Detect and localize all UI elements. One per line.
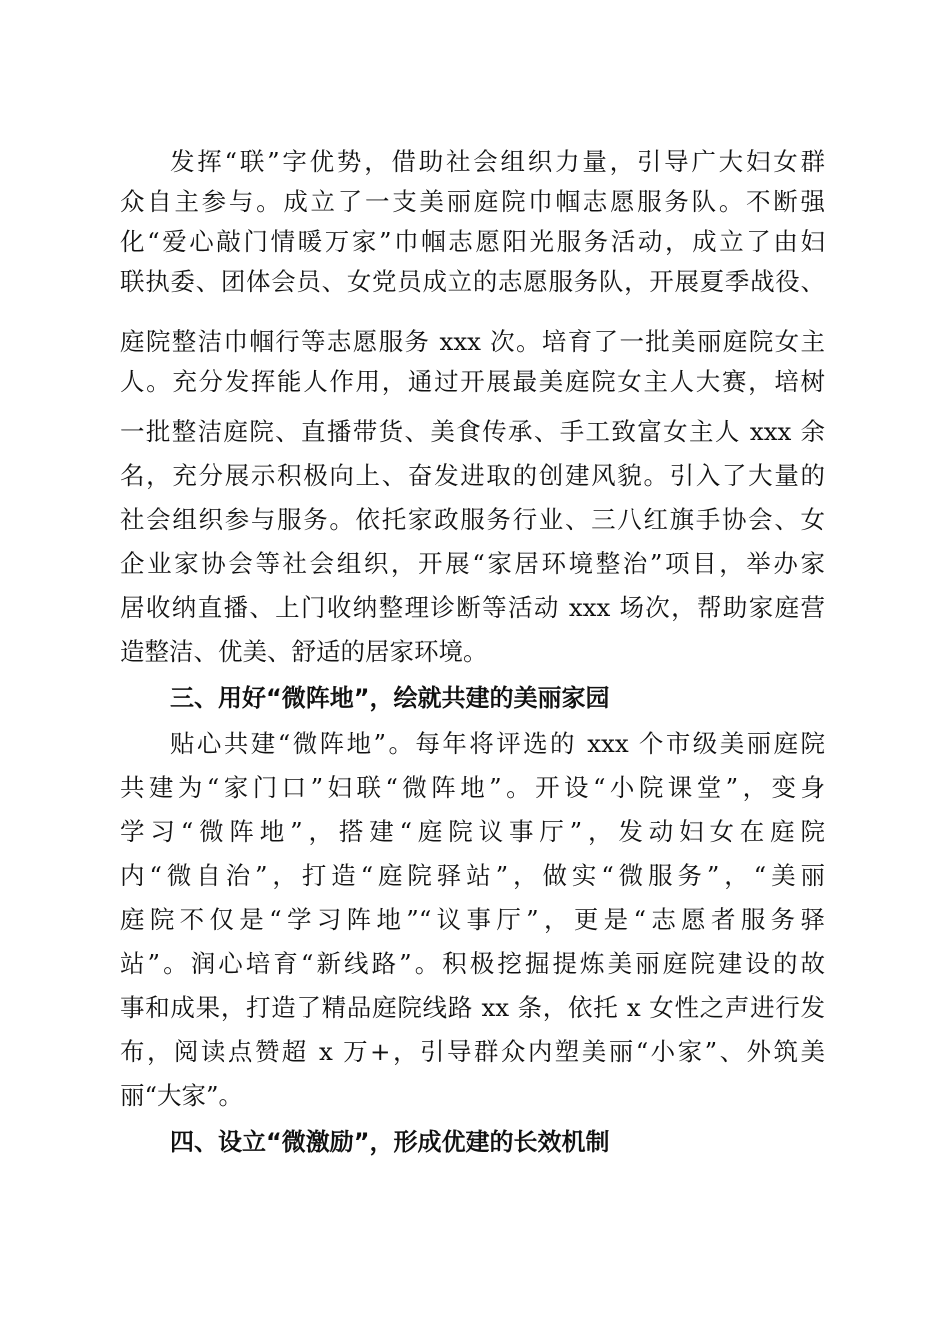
section-heading-4: 四、设立“微激励”，形成优建的长效机制 <box>170 1128 610 1156</box>
paragraph-2-line-2: 共建为“家门口”妇联“微阵地”。开设“小院课堂”，变身 <box>120 773 825 802</box>
paragraph-2-line-7: 事和成果，打造了精品庭院线路 xx 条，依托 x 女性之声进行发 <box>120 993 825 1022</box>
paragraph-1-line-7: 一批整洁庭院、直播带货、美食传承、手工致富女主人 xxx 余 <box>120 417 825 446</box>
paragraph-1-line-1: 发挥“联”字优势，借助社会组织力量，引导广大妇女群 <box>170 147 825 176</box>
paragraph-2-line-8: 布，阅读点赞超 x 万+，引导群众内塑美丽“小家”、外筑美 <box>120 1037 825 1066</box>
paragraph-1-line-3: 化“爱心敲门情暖万家”巾帼志愿阳光服务活动，成立了由妇 <box>120 227 825 256</box>
paragraph-2-line-5: 庭院不仅是“学习阵地”“议事厅”，更是“志愿者服务驿 <box>120 905 825 934</box>
paragraph-1-line-2: 众自主参与。成立了一支美丽庭院巾帼志愿服务队。不断强 <box>120 187 825 216</box>
paragraph-2-line-4: 内“微自治”，打造“庭院驿站”，做实“微服务”，“美丽 <box>120 861 825 890</box>
paragraph-1-line-5: 庭院整洁巾帼行等志愿服务 xxx 次。培育了一批美丽庭院女主 <box>120 327 825 356</box>
paragraph-1-line-11: 居收纳直播、上门收纳整理诊断等活动 xxx 场次，帮助家庭营 <box>120 593 825 622</box>
paragraph-1-line-9: 社会组织参与服务。依托家政服务行业、三八红旗手协会、女 <box>120 505 825 534</box>
paragraph-2-line-3: 学习“微阵地”，搭建“庭院议事厅”，发动妇女在庭院 <box>120 817 825 846</box>
paragraph-2-line-6: 站”。润心培育“新线路”。积极挖掘提炼美丽庭院建设的故 <box>120 949 825 978</box>
paragraph-1-line-12: 造整洁、优美、舒适的居家环境。 <box>120 637 488 666</box>
paragraph-1-line-8: 名，充分展示积极向上、奋发进取的创建风貌。引入了大量的 <box>120 461 825 490</box>
paragraph-1-line-4: 联执委、团体会员、女党员成立的志愿服务队，开展夏季战役、 <box>120 267 825 296</box>
section-heading-3: 三、用好“微阵地”，绘就共建的美丽家园 <box>170 684 610 712</box>
paragraph-1-line-10: 企业家协会等社会组织，开展“家居环境整治”项目，举办家 <box>120 549 825 578</box>
paragraph-2-line-1: 贴心共建“微阵地”。每年将评选的 xxx 个市级美丽庭院 <box>170 729 825 758</box>
paragraph-1-line-6: 人。充分发挥能人作用，通过开展最美庭院女主人大赛，培树 <box>120 367 825 396</box>
paragraph-2-line-9: 丽“大家”。 <box>120 1081 244 1110</box>
